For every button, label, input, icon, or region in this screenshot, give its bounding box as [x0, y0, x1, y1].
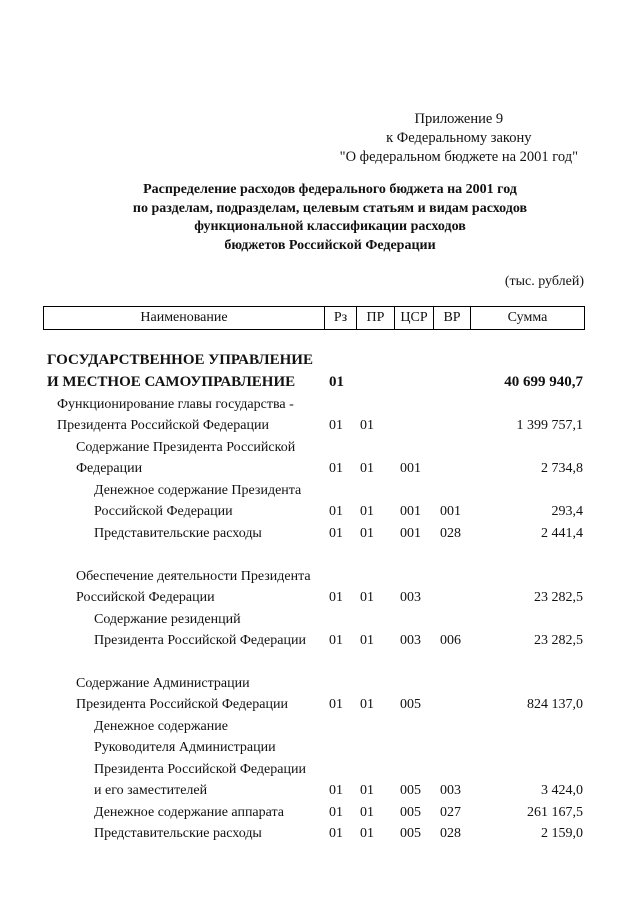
row-pr: 01 — [360, 826, 374, 841]
row-sum: 2 734,8 — [541, 461, 583, 476]
table-row — [0, 397, 640, 418]
row-name: Российской Федерации — [94, 504, 233, 519]
title-line-4: бюджетов Российской Федерации — [224, 237, 436, 253]
row-rz: 01 — [329, 590, 343, 605]
row-pr: 01 — [360, 697, 374, 712]
row-vr: 003 — [440, 783, 461, 798]
header-csr: ЦСР — [395, 307, 434, 330]
header-name: Наименование — [44, 307, 325, 330]
table-row — [0, 719, 640, 740]
table-row — [0, 461, 640, 482]
row-name: Содержание резиденций — [94, 612, 241, 627]
row-sum: 40 699 940,7 — [504, 374, 583, 390]
annex-header — [340, 110, 578, 167]
row-sum: 2 159,0 — [541, 826, 583, 841]
row-csr: 005 — [400, 783, 421, 798]
row-name: Представительские расходы — [94, 526, 262, 541]
title-line-3: функциональной классификации расходов — [194, 219, 466, 234]
row-rz: 01 — [329, 697, 343, 712]
row-pr: 01 — [360, 504, 374, 519]
row-name: И МЕСТНОЕ САМОУПРАВЛЕНИЕ — [47, 374, 296, 390]
row-csr: 005 — [400, 805, 421, 820]
row-rz: 01 — [329, 783, 343, 798]
table-row — [0, 826, 640, 847]
annex-line-3: "О федеральном бюджете на 2001 год" — [339, 149, 578, 165]
row-vr: 006 — [440, 633, 461, 648]
row-name: Президента Российской Федерации — [57, 418, 269, 433]
row-name: Президента Российской Федерации — [76, 697, 288, 712]
document-title — [0, 181, 640, 255]
units-label: (тыс. рублей) — [504, 274, 584, 289]
row-vr: 027 — [440, 805, 461, 820]
row-name: Российской Федерации — [76, 590, 215, 605]
table-row — [0, 590, 640, 611]
row-sum: 3 424,0 — [541, 783, 583, 798]
row-rz: 01 — [329, 504, 343, 519]
annex-line-1: Приложение 9 — [414, 111, 504, 127]
table-row — [0, 483, 640, 504]
row-pr: 01 — [360, 633, 374, 648]
row-vr: 028 — [440, 526, 461, 541]
title-line-1: Распределение расходов федерального бюджета на 2001 год — [143, 182, 517, 197]
row-csr: 003 — [400, 633, 421, 648]
table-row — [0, 805, 640, 826]
row-rz: 01 — [329, 374, 344, 390]
row-pr: 01 — [360, 783, 374, 798]
table-row — [0, 374, 640, 395]
table-row — [0, 676, 640, 697]
row-sum: 824 137,0 — [527, 697, 583, 712]
row-csr: 005 — [400, 697, 421, 712]
row-name: Руководителя Администрации — [94, 740, 276, 755]
header-sum: Сумма — [471, 307, 585, 330]
table-row — [0, 633, 640, 654]
table-row — [0, 526, 640, 547]
table-row — [0, 504, 640, 525]
row-sum: 23 282,5 — [534, 633, 583, 648]
row-sum: 261 167,5 — [527, 805, 583, 820]
row-name: Федерации — [76, 461, 143, 476]
row-rz: 01 — [329, 526, 343, 541]
row-rz: 01 — [329, 633, 343, 648]
table-row — [0, 697, 640, 718]
table-row — [0, 612, 640, 633]
table-row — [0, 783, 640, 804]
row-name: ГОСУДАРСТВЕННОЕ УПРАВЛЕНИЕ — [47, 352, 313, 368]
title-line-2: по разделам, подразделам, целевым статьям и видам расходов — [132, 200, 528, 216]
annex-line-2: к Федеральному закону — [386, 130, 532, 146]
row-name: Денежное содержание аппарата — [94, 805, 285, 820]
row-csr: 003 — [400, 590, 421, 605]
row-name: Президента Российской Федерации — [94, 633, 306, 648]
row-name: Денежное содержание Президента — [94, 483, 302, 498]
table-row — [0, 352, 640, 373]
row-sum: 293,4 — [551, 504, 583, 519]
row-csr: 001 — [400, 526, 421, 541]
row-name: Содержание Администрации — [76, 676, 250, 691]
row-pr: 01 — [360, 461, 374, 476]
row-name: Содержание Президента Российской — [76, 440, 296, 455]
row-pr: 01 — [360, 805, 374, 820]
table-row — [0, 569, 640, 590]
row-name: Денежное содержание — [94, 719, 228, 734]
row-sum: 1 399 757,1 — [516, 418, 583, 433]
row-rz: 01 — [329, 418, 343, 433]
row-name: Представительские расходы — [94, 826, 262, 841]
row-pr: 01 — [360, 590, 374, 605]
table-row — [0, 740, 640, 761]
row-csr: 005 — [400, 826, 421, 841]
header-rz: Рз — [325, 307, 357, 330]
row-pr: 01 — [360, 526, 374, 541]
header-vr: ВР — [434, 307, 471, 330]
row-name: Президента Российской Федерации — [94, 762, 306, 777]
header-pr: ПР — [357, 307, 395, 330]
row-csr: 001 — [400, 504, 421, 519]
row-rz: 01 — [329, 826, 343, 841]
row-rz: 01 — [329, 461, 343, 476]
row-vr: 028 — [440, 826, 461, 841]
row-rz: 01 — [329, 805, 343, 820]
table-row — [0, 440, 640, 461]
row-vr: 001 — [440, 504, 461, 519]
table-row — [0, 418, 640, 439]
row-sum: 23 282,5 — [534, 590, 583, 605]
row-name: Функционирование главы государства - — [57, 397, 294, 412]
table-row — [0, 762, 640, 783]
row-name: и его заместителей — [94, 783, 208, 798]
row-name: Обеспечение деятельности Президента — [76, 569, 311, 584]
row-csr: 001 — [400, 461, 421, 476]
row-sum: 2 441,4 — [541, 526, 583, 541]
row-pr: 01 — [360, 418, 374, 433]
table-header — [43, 306, 585, 330]
